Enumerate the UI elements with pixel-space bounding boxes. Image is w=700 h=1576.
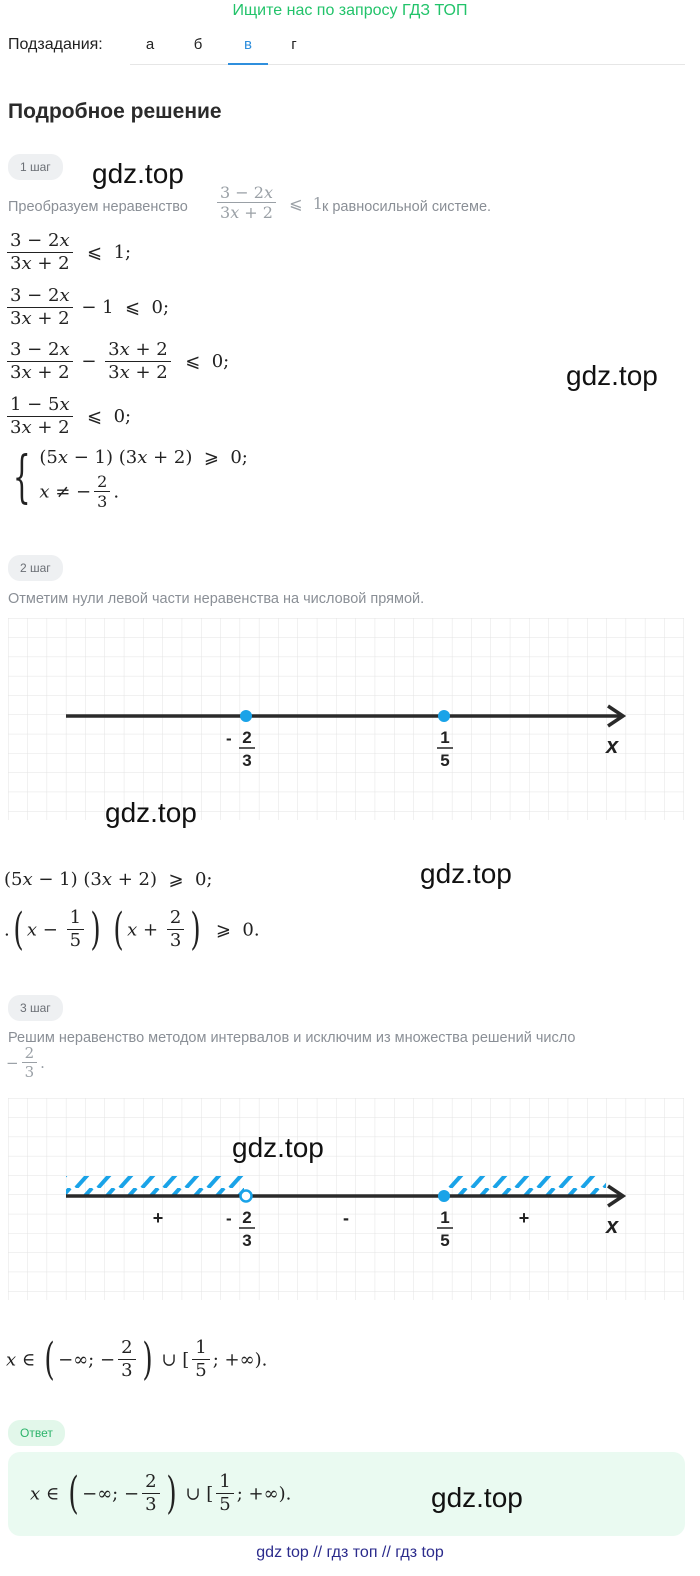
point2-den-2: 5 (440, 1231, 450, 1250)
watermark-3: gdz.top (105, 797, 197, 828)
point1-sign: - (226, 729, 232, 748)
point-one-fifth (438, 710, 450, 722)
point-minus-two-thirds (240, 710, 252, 722)
point1-num: 2 (242, 728, 252, 747)
point2-num: 1 (440, 728, 450, 747)
sign-right: + (518, 1208, 530, 1228)
active-tab-indicator (228, 63, 268, 65)
step-1-inline-fraction: $\frac{3 - 2x}{3x + 2}$ ⩽ 1 (214, 184, 323, 223)
point2-num-2: 1 (440, 1208, 450, 1227)
step-3-excluded-number: − $\frac{2}{3}$ . (6, 1044, 45, 1082)
math-line-1: $\frac{3 - 2x}{3x + 2}$ ⩽ 1; (4, 231, 131, 274)
point1-den: 3 (242, 751, 252, 770)
watermark-5: gdz.top (232, 1132, 324, 1163)
step-1-text-before: Преобразуем неравенство (8, 199, 188, 215)
math-line-4: $\frac{1 - 5x}{3x + 2}$ ⩽ 0; (4, 395, 131, 438)
tab-g[interactable]: г (291, 36, 297, 53)
answer-badge: Ответ (8, 1420, 65, 1446)
grid-background (8, 618, 684, 820)
math-line-2: $\frac{3 - 2x}{3x + 2}$ − 1 ⩽ 0; (4, 286, 169, 329)
step-1-badge: 1 шаг (8, 154, 63, 180)
open-point-minus-two-thirds (241, 1191, 252, 1202)
point2-den: 5 (440, 751, 450, 770)
subtasks-label: Подзадания: (8, 36, 103, 53)
point1-num-2: 2 (242, 1208, 252, 1227)
tab-a[interactable]: а (145, 36, 155, 53)
step-2-badge: 2 шаг (8, 555, 63, 581)
math-solution-set: x ∈ ( −∞; − $\frac{2}{3}$ ) ∪ [ $\frac{1}{5}$ ; +∞). (6, 1334, 268, 1385)
page-title: Подробное решение (8, 100, 222, 123)
axis-label: x (606, 733, 619, 758)
point1-den-2: 3 (242, 1231, 252, 1250)
answer-math: x ∈ ( −∞; − $\frac{2}{3}$ ) ∪ [ $\frac{1}{5}$ ; +∞). (30, 1468, 292, 1519)
step-3-text: Решим неравенство методом интервалов и исключим из множества решений число (8, 1030, 576, 1046)
step-2-text: Отметим нули левой части неравенства на числовой прямой. (8, 591, 425, 607)
tab-b[interactable]: б (193, 36, 203, 53)
watermark: gdz.top (92, 158, 184, 189)
watermark-4: gdz.top (420, 858, 512, 889)
axis-label-2: x (606, 1213, 619, 1238)
watermark-6: gdz.top (431, 1482, 523, 1513)
tabs-divider (130, 64, 685, 65)
math-line-3: $\frac{3 - 2x}{3x + 2}$ − $\frac{3x + 2}{3x + 2}$ ⩽ 0; (4, 340, 229, 383)
watermark-2: gdz.top (566, 360, 658, 391)
point1-sign-2: - (226, 1209, 232, 1228)
tab-v[interactable]: в (244, 36, 252, 53)
number-line-2 (8, 1098, 684, 1300)
math-factored: .( x − $\frac{1}{5}$ ) ( x + $\frac{2}{3}$ ) ⩾ 0. (4, 904, 260, 955)
hatch-right-interval (446, 1176, 606, 1196)
step-3-badge: 3 шаг (8, 995, 63, 1021)
grid-background-2 (8, 1098, 684, 1300)
top-banner: Ищите нас по запросу ГДЗ ТОП (232, 2, 468, 19)
sign-left: + (152, 1208, 164, 1228)
closed-point-one-fifth (438, 1190, 450, 1202)
sign-middle: - (343, 1208, 349, 1228)
number-line-1 (8, 618, 684, 820)
math-system: { (5x − 1) (3x + 2) ⩾ 0; x ≠ − $\frac{2}{3}$ . (12, 444, 248, 512)
hatch-left-interval (66, 1176, 244, 1196)
step-1-text-after: к равносильной системе. (322, 199, 492, 215)
footer-links[interactable]: gdz top // гдз топ // гдз top (256, 1544, 444, 1561)
math-product: (5x − 1) (3x + 2) ⩾ 0; (4, 869, 213, 890)
